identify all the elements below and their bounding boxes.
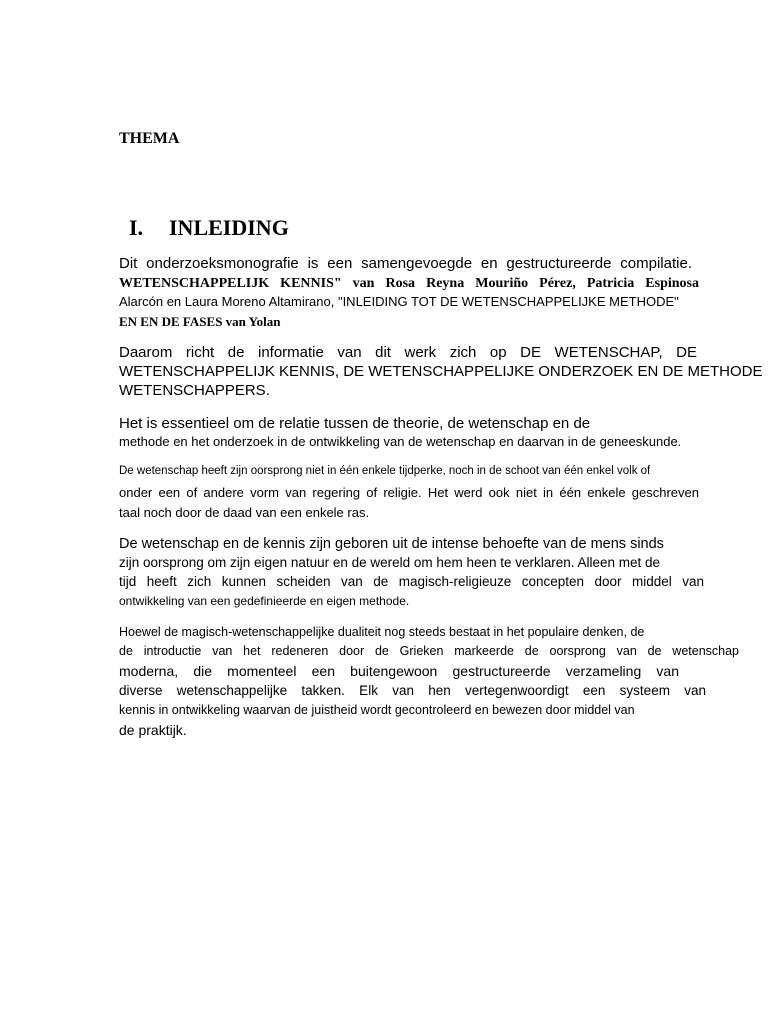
paragraph-3-line-1: Het is essentieel om de relatie tussen de theorie, de wetenschap en de [119, 415, 591, 432]
paragraph-6-line-6: de praktijk. [119, 722, 187, 738]
section-heading [129, 215, 289, 241]
paragraph-4-line-3: taal noch door de daad van een enkele ras. [119, 505, 370, 520]
paragraph-2-line-2: WETENSCHAPPELIJK KENNIS, DE WETENSCHAPPELIJKE ONDERZOEK EN DE METHODE [119, 363, 763, 380]
section-title: INLEIDING [169, 215, 289, 240]
paragraph-6-line-3: moderna, die momenteel een buitengewoon gestructureerde verzameling van [119, 663, 679, 679]
paragraph-5-line-1: De wetenschap en de kennis zijn geboren uit de intense behoefte van de mens sinds [119, 536, 664, 552]
section-number: I. [129, 215, 144, 240]
paragraph-5-line-2: zijn oorsprong om zijn eigen natuur en de wereld om hem heen te verklaren. Alleen met de [119, 555, 661, 570]
theme-title: THEMA [119, 130, 180, 147]
paragraph-4-line-1: De wetenschap heeft zijn oorsprong niet in één enkele tijdperke, noch in de schoot van één enkel volk of [119, 465, 651, 477]
paragraph-6-line-4: diverse wetenschappelijke takken. Elk van hen vertegenwoordigt een systeem van [119, 683, 706, 698]
paragraph-5-line-4: ontwikkeling van een gedefinieerde en eigen methode. [119, 594, 410, 608]
paragraph-2-line-3: WETENSCHAPPERS. [119, 382, 270, 399]
paragraph-5-line-3: tijd heeft zich kunnen scheiden van de magisch-religieuze concepten door middel van [119, 574, 704, 589]
paragraph-1-line-2: WETENSCHAPPELIJK KENNIS" van Rosa Reyna Mouriño Pérez, Patricia Espinosa [119, 276, 699, 291]
paragraph-1-line-1: Dit onderzoeksmonografie is een samengevoegde en gestructureerde compilatie. [119, 255, 692, 272]
paragraph-1-line-3: Alarcón en Laura Moreno Altamirano, "INLEIDING TOT DE WETENSCHAPPELIJKE METHODE" [119, 294, 679, 309]
paragraph-3-line-2: methode en het onderzoek in de ontwikkeling van de wetenschap en daarvan in de geneeskunde. [119, 434, 682, 449]
paragraph-2-line-1: Daarom richt de informatie van dit werk zich op DE WETENSCHAP, DE [119, 344, 697, 361]
paragraph-6-line-2: de introductie van het redeneren door de Grieken markeerde de oorsprong van de wetenschap [119, 644, 739, 658]
paragraph-6-line-5: kennis in ontwikkeling waarvan de juistheid wordt gecontroleerd en bewezen door middel van [119, 703, 635, 717]
paragraph-4-line-2: onder een of andere vorm van regering of religie. Het werd ook niet in één enkele geschreven [119, 485, 699, 500]
paragraph-6-line-1: Hoewel de magisch-wetenschappelijke dualiteit nog steeds bestaat in het populaire denken, de [119, 625, 645, 639]
paragraph-1-line-4: EN EN DE FASES van Yolan [119, 314, 281, 329]
